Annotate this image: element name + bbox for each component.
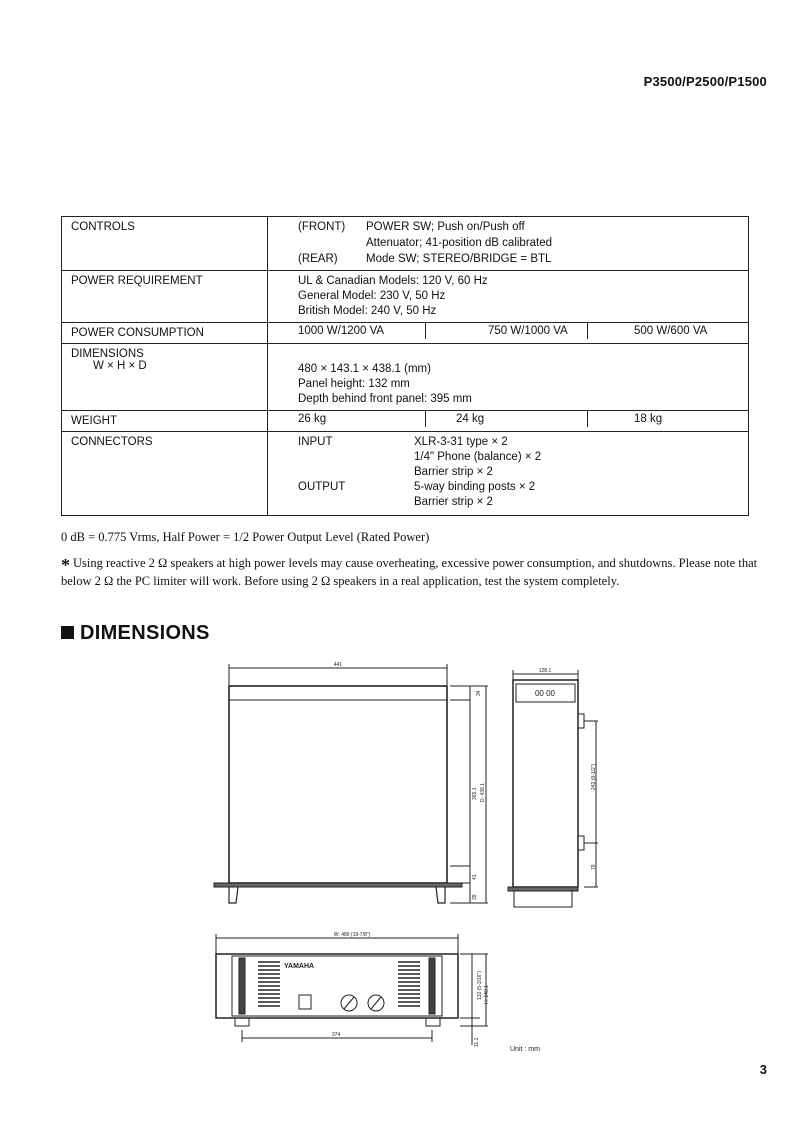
front-view: [216, 932, 490, 1047]
unit-label: Unit : mm: [510, 1046, 540, 1053]
controls-value: (FRONT) POWER SW; Push on/Push off Attenuator; 41-position dB calibrated (REAR) Mode SW; STEREO/BRIDGE = BTL: [298, 221, 553, 265]
side-panel-text: 00 00: [534, 689, 556, 698]
connectors-value: INPUT XLR-3-31 type × 2 1/4" Phone (balance) × 2 Barrier strip × 2 OUTPUT 5-way binding posts × 2 Barrier strip × 2: [298, 436, 542, 508]
side-view: [508, 668, 598, 907]
dim-480-label: W: 480 (19-7/8"): [333, 932, 371, 938]
controls-label: CONTROLS: [62, 217, 268, 271]
dim-128-label: 128.1: [538, 668, 552, 674]
power-consumption-label: POWER CONSUMPTION: [62, 323, 268, 344]
dim-41-label: 41: [472, 874, 478, 880]
section-title: DIMENSIONS: [61, 622, 210, 645]
page-number: 3: [759, 1062, 767, 1077]
connectors-label: CONNECTORS: [62, 432, 268, 516]
power-requirement-value: UL & Canadian Models: 120 V, 60 Hz General Model: 230 V, 50 Hz British Model: 240 V, 50 Hz: [298, 275, 488, 317]
dim-374-label: 374: [331, 1032, 341, 1038]
model-header: P3500/P2500/P1500: [643, 74, 767, 89]
top-view: [214, 662, 488, 903]
power-requirement-label: POWER REQUIREMENT: [62, 271, 268, 323]
dim-242-label: 242 (9-1/2"): [591, 763, 597, 790]
dim-34-label: 34: [476, 690, 482, 696]
top-chassis: [229, 686, 447, 883]
asterisk-icon: *: [61, 555, 70, 575]
note-reactive-speakers: * Using reactive 2 Ω speakers at high power levels may cause overheating, excessive power consumption, and shutdowns. Please note that below 2 Ω the PC limiter will work. Before using 2 Ω speakers in a real application, test the system completely.: [61, 555, 758, 588]
dim-h-label: H: 143.1: [484, 985, 490, 1004]
right-vent: [398, 962, 420, 1006]
dim-79-label: 79: [591, 864, 597, 870]
weight-values: 26 kg 24 kg 18 kg: [268, 411, 748, 427]
yamaha-logo: YAMAHA: [284, 963, 315, 970]
dimensions-value: 480 × 143.1 × 438.1 (mm) Panel height: 132 mm Depth behind front panel: 395 mm: [298, 363, 472, 405]
dim-111-label: 11.1: [474, 1037, 480, 1047]
weight-label: WEIGHT: [62, 411, 268, 432]
rack-flange: [214, 883, 462, 887]
dim-441-label: 441: [333, 662, 343, 668]
dim-d-label: D: 438.1: [480, 783, 486, 802]
dim-365-label: 365.1: [472, 787, 478, 800]
power-switch: [299, 995, 311, 1009]
dimensions-label: DIMENSIONS W × H × D: [62, 344, 268, 411]
note-rated-power: 0 dB = 0.775 Vrms, Half Power = 1/2 Power Output Level (Rated Power): [61, 530, 430, 544]
left-vent: [258, 962, 280, 1006]
dim-132-label: 132 (5-3/16"): [477, 970, 483, 1000]
power-consumption-values: 1000 W/1200 VA 750 W/1000 VA 500 W/600 VA: [268, 323, 748, 339]
front-panel: [216, 954, 458, 1018]
side-chassis: [513, 680, 578, 887]
dim-39-label: 39: [472, 894, 478, 900]
